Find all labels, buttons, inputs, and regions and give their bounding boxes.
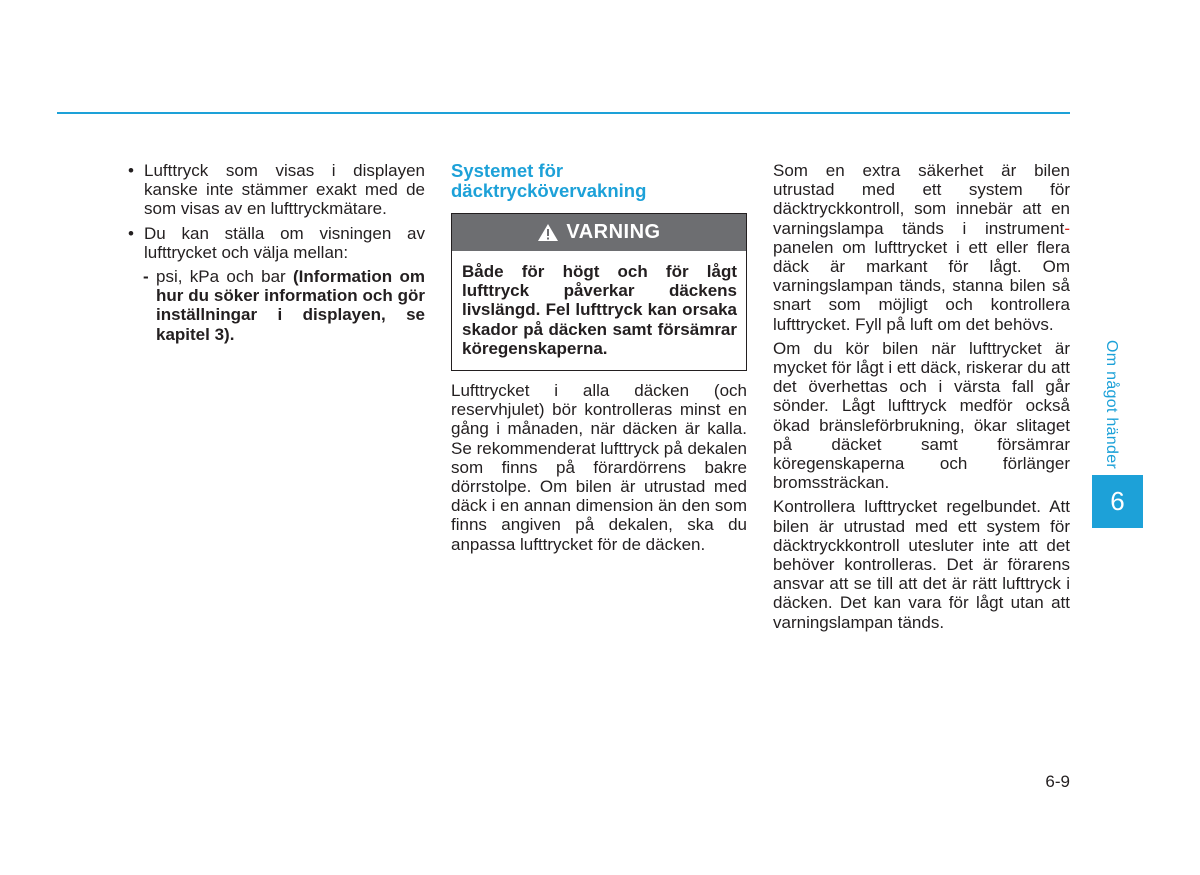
hyphen-mark: - bbox=[1064, 218, 1070, 238]
bullet-marker: • bbox=[128, 161, 134, 180]
warning-triangle-icon bbox=[537, 223, 559, 242]
body-paragraph: Lufttrycket i alla däcken (och reservhjulet) bör kontrolleras minst en gång i månaden, när däcken är kalla. Se rekommenderat lufttryck på dekalen som finns på förardörrens bakre dörrstolpe. Om bilen är utrustad med däck i en annan dimension än den som finns angiven på dekalen, ska du anpassa lufttrycket för de däcken. bbox=[451, 381, 747, 554]
chapter-number: 6 bbox=[1110, 486, 1125, 516]
bullet-marker: • bbox=[128, 223, 134, 243]
warning-label: VARNING bbox=[566, 220, 661, 243]
warning-box bbox=[451, 213, 747, 371]
chapter-side-label: Om något händer bbox=[1103, 340, 1120, 470]
column-right bbox=[773, 161, 1070, 637]
chapter-tab bbox=[1092, 475, 1143, 528]
paragraph-end: panelen om lufttrycket i ett eller flera däck är markant för lågt. Om varningslampan tänds, stanna bilen så snart som möjligt och kontrollera lufttrycket. Fyll på luft om det behövs. bbox=[773, 237, 1070, 334]
sub-item-bold-text: (Information om hur du söker information och gör inställningar i displayen, se kapitel 3). bbox=[156, 267, 425, 344]
column-middle bbox=[451, 161, 747, 559]
bullet-item bbox=[128, 224, 425, 262]
column-left bbox=[128, 161, 425, 344]
body-paragraph: Kontrollera lufttrycket regelbundet. Att bilen är utrustad med ett system för däcktryckkontroll utesluter inte att det behöver kontrolleras. Det är förarens ansvar att se till att det är rätt lufttryck i däcken. Det kan vara för lågt utan att varningslampan tänds. bbox=[773, 497, 1070, 632]
paragraph-start: Som en extra säkerhet är bilen utrustad med ett system för däcktryckkontroll, som innebär att en varningslampa tänds i instrument bbox=[773, 161, 1070, 238]
sub-marker: - bbox=[143, 267, 149, 287]
warning-text: Både för högt och för lågt lufttryck påverkar däckens livslängd. Fel lufttryck kan orsaka skador på däcken samt försämrar köregenskaperna. bbox=[462, 262, 737, 358]
sub-item bbox=[128, 267, 425, 344]
body-paragraph: Om du kör bilen när lufttrycket är mycket för lågt i ett däck, riskerar du att det överhettas och i värsta fall går sönder. Lågt lufttryck medför också ökad bränsleförbrukning, ökar slitaget på däcket samt försämrar köregenskaperna och förlänger bromssträckan. bbox=[773, 338, 1070, 493]
section-title: Systemet för däcktryckövervakning bbox=[451, 160, 647, 201]
warning-header bbox=[452, 214, 746, 251]
bullet-item bbox=[128, 161, 425, 219]
body-paragraph bbox=[773, 161, 1070, 334]
bullet-text: Du kan ställa om visningen av lufttrycket och välja mellan: bbox=[144, 223, 425, 262]
page-number: 6-9 bbox=[1045, 772, 1070, 791]
sub-item-text: psi, kPa och bar bbox=[156, 267, 294, 287]
header-rule bbox=[57, 112, 1070, 114]
bullet-text: Lufttryck som visas i displayen kanske inte stämmer exakt med de som visas av en lufttryckmätare. bbox=[144, 161, 425, 219]
